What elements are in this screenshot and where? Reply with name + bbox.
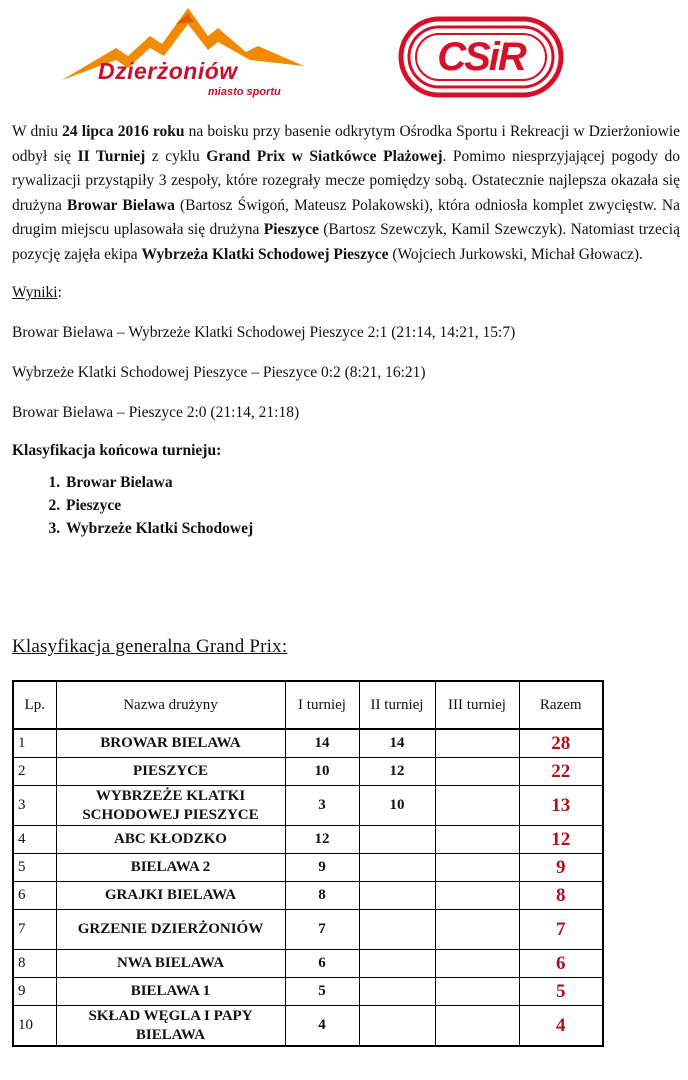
grand-prix-table — [12, 680, 604, 1047]
cell-t3 — [435, 1006, 519, 1047]
series-name: Grand Prix w Siatkówce Plażowej — [206, 147, 443, 165]
event-date: 24 lipca 2016 roku — [62, 123, 185, 140]
cell-lp: 10 — [13, 1006, 56, 1047]
list-item: 3. Wybrzeże Klatki Schodowej — [64, 517, 680, 540]
cell-team: GRAJKI BIELAWA — [56, 882, 285, 910]
city-name: Dzierżoniów — [98, 58, 238, 84]
cell-t1: 3 — [285, 786, 359, 826]
intro-text: na boisku przy basenie odkrytym Ośrodka Sportu i Rekreacji w Dzierżoniowie odbył się — [12, 123, 681, 165]
intro-text: W dniu — [12, 123, 63, 140]
cell-sum: 12 — [519, 826, 603, 854]
cell-team: NWA BIELAWA — [56, 950, 285, 978]
final-standings-heading: Klasyfikacja końcowa turnieju: — [12, 442, 222, 459]
cell-team: BROWAR BIELAWA — [56, 729, 285, 758]
table-row — [13, 950, 603, 978]
final-standings-list — [12, 471, 680, 540]
cell-t1: 10 — [285, 758, 359, 786]
cell-t2: 10 — [359, 786, 435, 826]
cell-sum: 22 — [519, 758, 603, 786]
cell-t3 — [435, 758, 519, 786]
cell-team: BIELAWA 1 — [56, 978, 285, 1006]
results-heading-text: Wyniki — [12, 284, 58, 301]
table-row — [13, 978, 603, 1006]
cell-t1: 5 — [285, 978, 359, 1006]
cell-t3 — [435, 882, 519, 910]
cell-lp: 2 — [13, 758, 56, 786]
cell-t3 — [435, 978, 519, 1006]
csir-text: CSiR — [437, 34, 525, 79]
header-team: Nazwa drużyny — [56, 681, 285, 729]
cell-lp: 9 — [13, 978, 56, 1006]
cell-t2 — [359, 826, 435, 854]
cell-t1: 9 — [285, 854, 359, 882]
cell-lp: 8 — [13, 950, 56, 978]
intro-text: z cyklu — [145, 147, 207, 165]
match-result: Wybrzeże Klatki Schodowej Pieszyce – Pieszyce 0:2 (8:21, 16:21) — [12, 364, 426, 381]
cell-t1: 8 — [285, 882, 359, 910]
cell-t2 — [359, 854, 435, 882]
match-result: Browar Bielawa – Wybrzeże Klatki Schodowej Pieszyce 2:1 (21:14, 14:21, 15:7) — [12, 324, 516, 341]
event-name: II Turniej — [77, 147, 146, 165]
cell-sum: 28 — [519, 729, 603, 758]
table-row — [13, 729, 603, 758]
cell-lp: 3 — [13, 786, 56, 826]
table-row — [13, 826, 603, 854]
cell-t1: 4 — [285, 1006, 359, 1047]
team-name: Pieszyce — [263, 221, 319, 238]
cell-t3 — [435, 854, 519, 882]
cell-sum: 7 — [519, 910, 603, 950]
table-row — [13, 786, 603, 826]
dzierzoniow-logo — [58, 6, 308, 106]
cell-t2 — [359, 978, 435, 1006]
cell-t3 — [435, 729, 519, 758]
cell-t1: 6 — [285, 950, 359, 978]
cell-t3 — [435, 910, 519, 950]
city-tagline: miasto sportu — [208, 86, 281, 98]
cell-t2 — [359, 950, 435, 978]
cell-t2 — [359, 1006, 435, 1047]
team-name: Browar Bielawa — [67, 196, 175, 214]
header-t1: I turniej — [285, 681, 359, 729]
header-t3: III turniej — [435, 681, 519, 729]
cell-team: SKŁAD WĘGLA I PAPY BIELAWA — [56, 1006, 285, 1047]
cell-sum: 8 — [519, 882, 603, 910]
article-body — [12, 120, 680, 540]
list-item: 1. Browar Bielawa — [64, 471, 680, 494]
cell-team: PIESZYCE — [56, 758, 285, 786]
cell-team: ABC KŁODZKO — [56, 826, 285, 854]
cell-lp: 1 — [13, 729, 56, 758]
cell-t3 — [435, 786, 519, 826]
table-header-row — [13, 681, 603, 729]
table-row — [13, 910, 603, 950]
cell-t2: 12 — [359, 758, 435, 786]
cell-lp: 7 — [13, 910, 56, 950]
table-row — [13, 758, 603, 786]
team-name: Wybrzeża Klatki Schodowej Pieszyce — [141, 245, 389, 263]
match-result: Browar Bielawa – Pieszyce 2:0 (21:14, 21:18) — [12, 404, 300, 421]
csir-logo — [398, 16, 564, 98]
cell-lp: 5 — [13, 854, 56, 882]
header-sum: Razem — [519, 681, 603, 729]
cell-t3 — [435, 950, 519, 978]
cell-sum: 6 — [519, 950, 603, 978]
table-row — [13, 1006, 603, 1047]
results-colon: : — [57, 284, 62, 301]
intro-text: (Bartosz Świgoń, Mateusz Polakowski), która odniosła komplet zwycięstw. Na drugim miejscu uplasowała się drużyna — [12, 196, 680, 238]
intro-text: (Bartosz Szewczyk, Kamil Szewczyk). Natomiast trzecią pozycję zajęła ekipa — [12, 221, 680, 263]
cell-t2: 14 — [359, 729, 435, 758]
list-item: 2. Pieszyce — [64, 494, 680, 517]
table-row — [13, 854, 603, 882]
cell-sum: 5 — [519, 978, 603, 1006]
cell-lp: 4 — [13, 826, 56, 854]
grand-prix-heading: Klasyfikacja generalna Grand Prix: — [12, 636, 288, 657]
intro-text: (Wojciech Jurkowski, Michał Głowacz). — [388, 245, 643, 263]
header-t2: II turniej — [359, 681, 435, 729]
logo-header — [0, 0, 688, 112]
cell-sum: 4 — [519, 1006, 603, 1047]
cell-sum: 9 — [519, 854, 603, 882]
header-lp: Lp. — [13, 681, 56, 729]
intro-paragraph — [12, 120, 680, 267]
table-row — [13, 882, 603, 910]
cell-sum: 13 — [519, 786, 603, 826]
cell-lp: 6 — [13, 882, 56, 910]
cell-team: WYBRZEŻE KLATKI SCHODOWEJ PIESZYCE — [56, 786, 285, 826]
cell-t1: 7 — [285, 910, 359, 950]
cell-team: BIELAWA 2 — [56, 854, 285, 882]
results-heading — [12, 281, 680, 305]
intro-text: . Pomimo niesprzyjającej pogody do rywalizacji przystąpiły 3 zespoły, które rozegrały mecze pomiędzy sobą. Ostatecznie najlepsza okazała się drużyna — [12, 147, 681, 214]
cell-t3 — [435, 826, 519, 854]
cell-t1: 14 — [285, 729, 359, 758]
cell-team: GRZENIE DZIERŻONIÓW — [56, 910, 285, 950]
cell-t1: 12 — [285, 826, 359, 854]
cell-t2 — [359, 910, 435, 950]
cell-t2 — [359, 882, 435, 910]
